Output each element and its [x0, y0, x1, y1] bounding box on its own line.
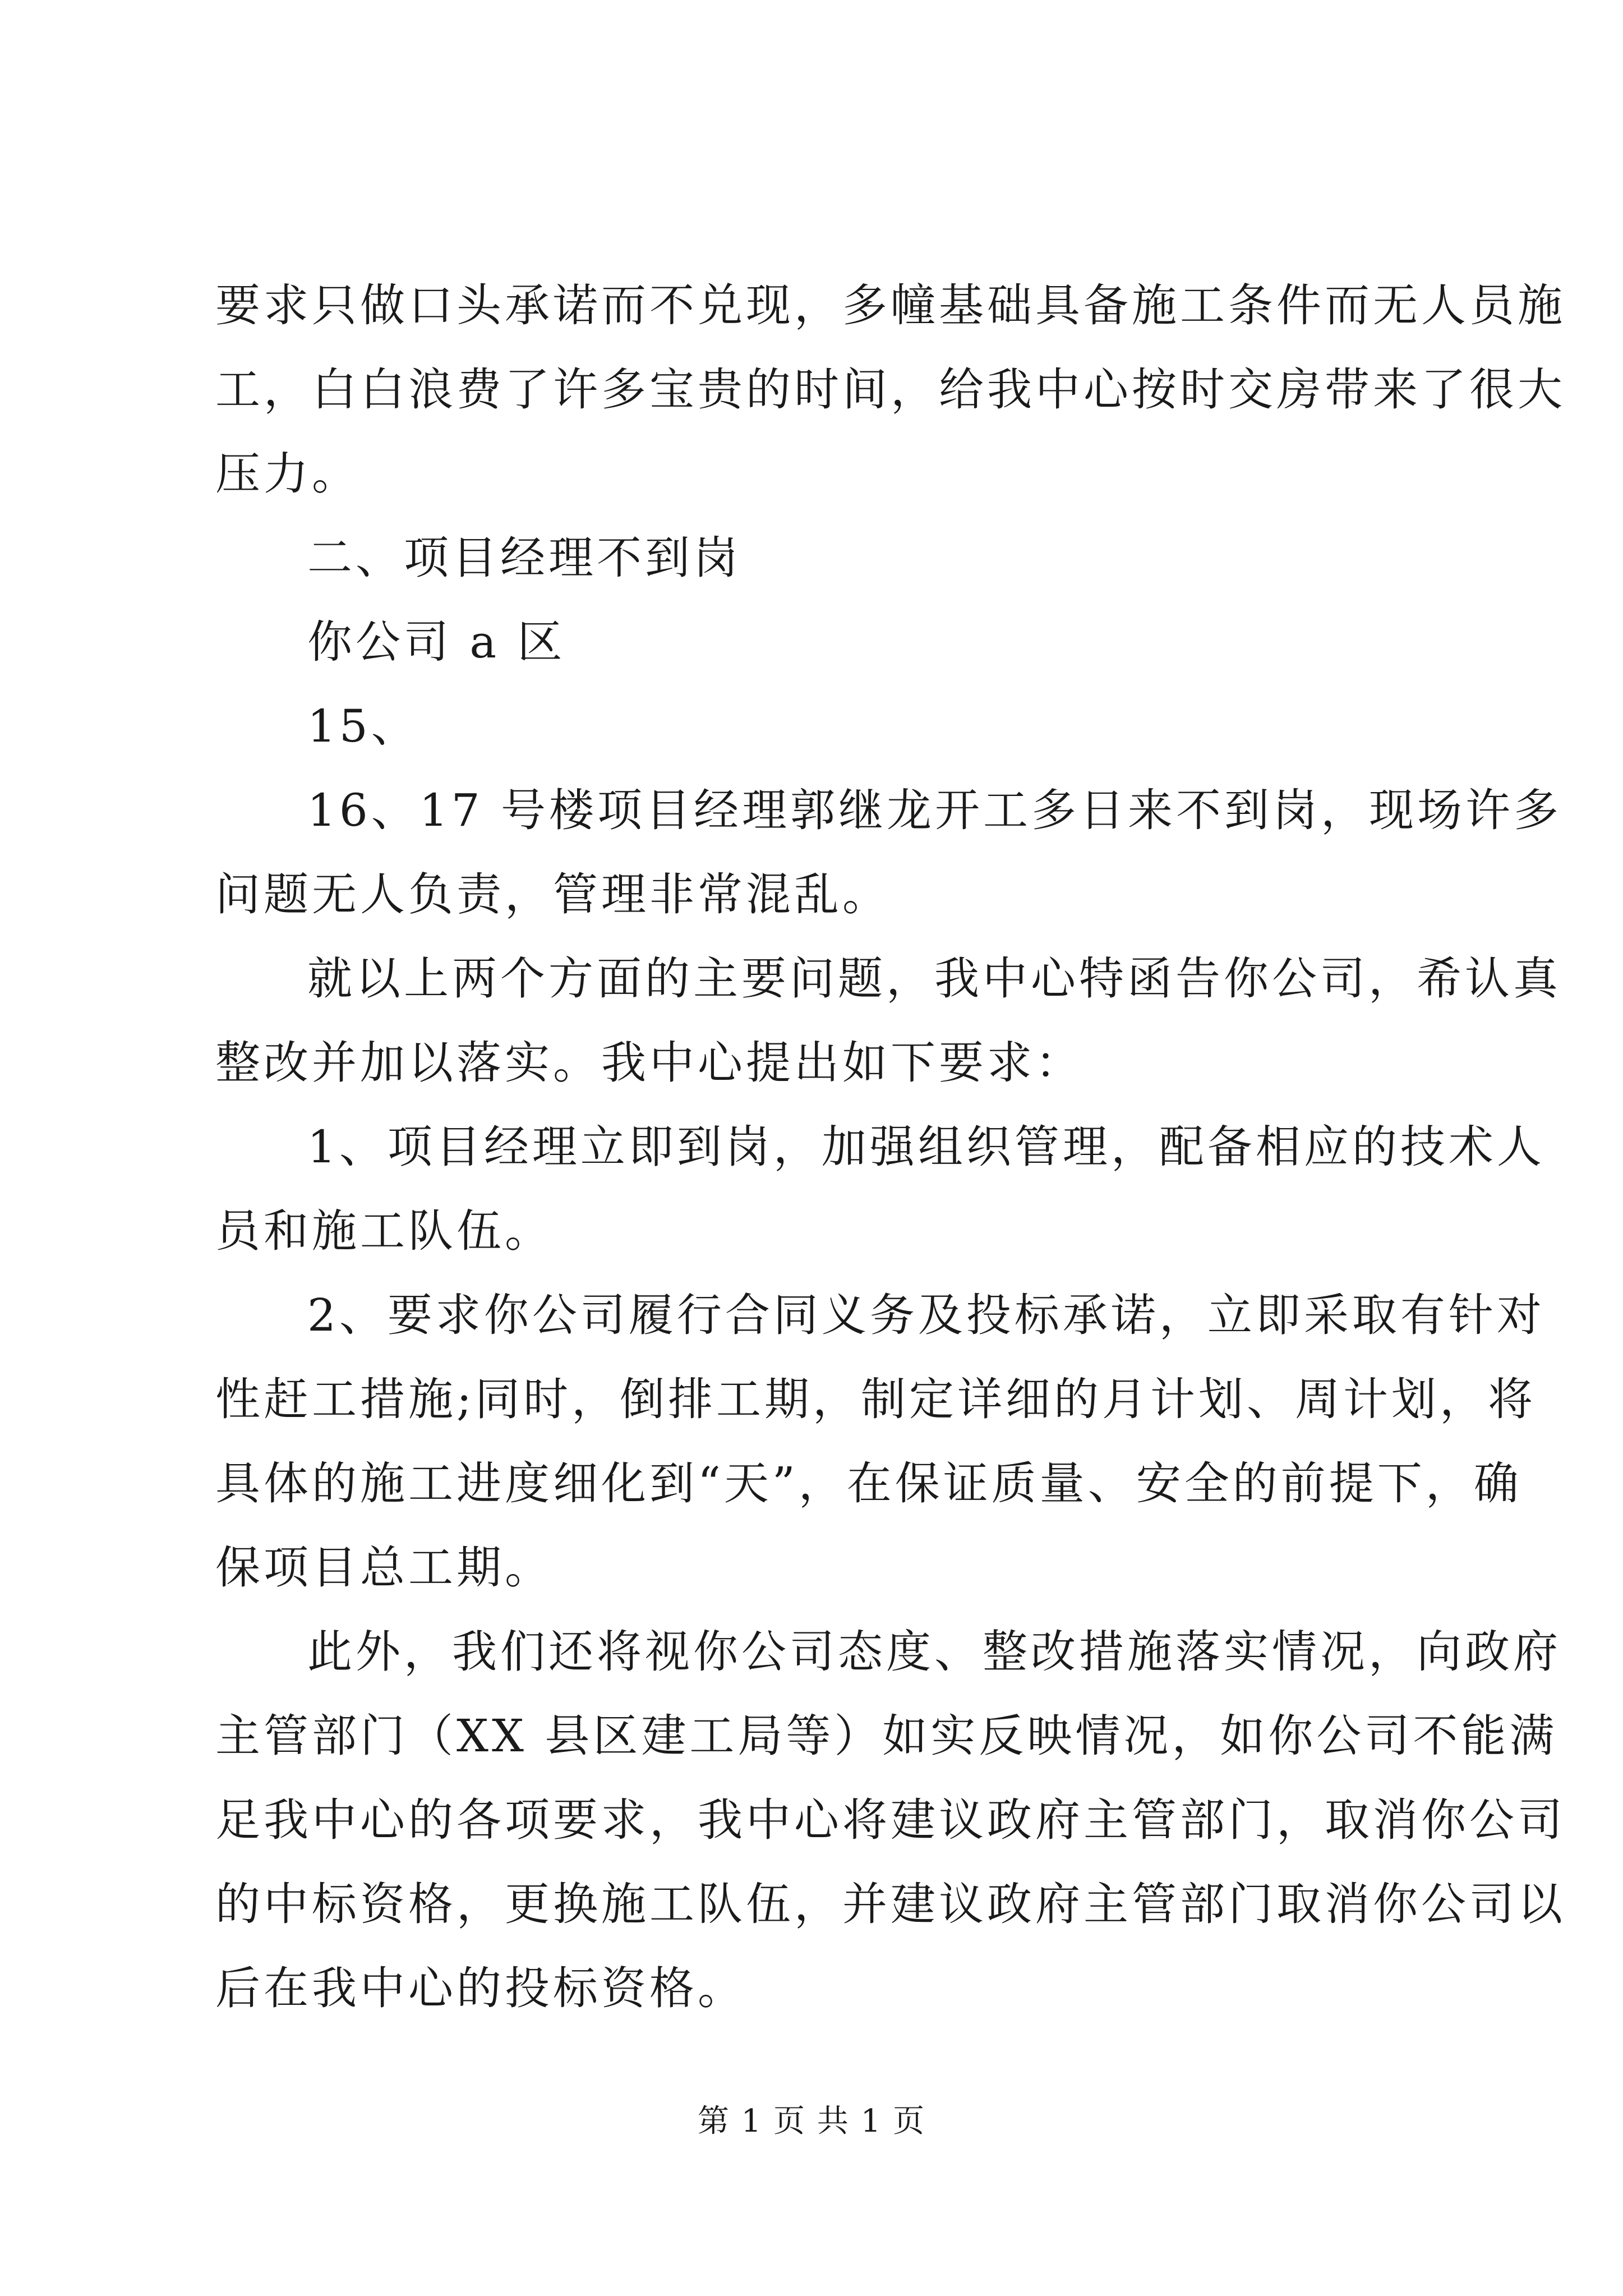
text-line: 足我中心的各项要求，我中心将建议政府主管部门，取消你公司: [215, 1794, 1566, 1846]
text-line: 员和施工队伍。: [215, 1205, 553, 1257]
text-line: 后在我中心的投标资格。: [215, 1962, 746, 2014]
text-line: 二、项目经理不到岗: [307, 532, 741, 584]
text-line: 性赶工措施;同时，倒排工期，制定详细的月计划、周计划，将: [215, 1373, 1536, 1425]
text-line: 压力。: [215, 448, 360, 500]
text-line: 工，白白浪费了许多宝贵的时间，给我中心按时交房带来了很大: [215, 364, 1566, 416]
text-line: 2、要求你公司履行合同义务及投标承诺，立即采取有针对: [307, 1289, 1545, 1341]
page-footer: 第 1 页 共 1 页: [697, 2103, 926, 2139]
text-line: 1、项目经理立即到岗，加强组织管理，配备相应的技术人: [307, 1121, 1545, 1173]
text-line: 15、: [307, 700, 419, 752]
text-line: 主管部门（XX 县区建工局等）如实反映情况，如你公司不能满: [215, 1710, 1558, 1762]
text-line: 就以上两个方面的主要问题，我中心特函告你公司，希认真: [307, 953, 1561, 1005]
text-line: 此外，我们还将视你公司态度、整改措施落实情况，向政府: [307, 1626, 1561, 1678]
text-line: 具体的施工进度细化到“天”，在保证质量、安全的前提下，确: [215, 1457, 1522, 1510]
text-line: 问题无人负责，管理非常混乱。: [215, 868, 891, 921]
text-line: 保项目总工期。: [215, 1542, 553, 1594]
text-line: 整改并加以落实。我中心提出如下要求：: [215, 1037, 1083, 1089]
text-line: 要求只做口头承诺而不兑现，多幢基础具备施工条件而无人员施: [215, 279, 1566, 332]
text-line: 16、17 号楼项目经理郭继龙开工多日来不到岗，现场许多: [307, 784, 1562, 836]
text-line: 你公司 a 区: [307, 616, 566, 668]
text-line: 的中标资格，更换施工队伍，并建议政府主管部门取消你公司以: [215, 1878, 1566, 1930]
document-body: [215, 264, 1566, 2031]
